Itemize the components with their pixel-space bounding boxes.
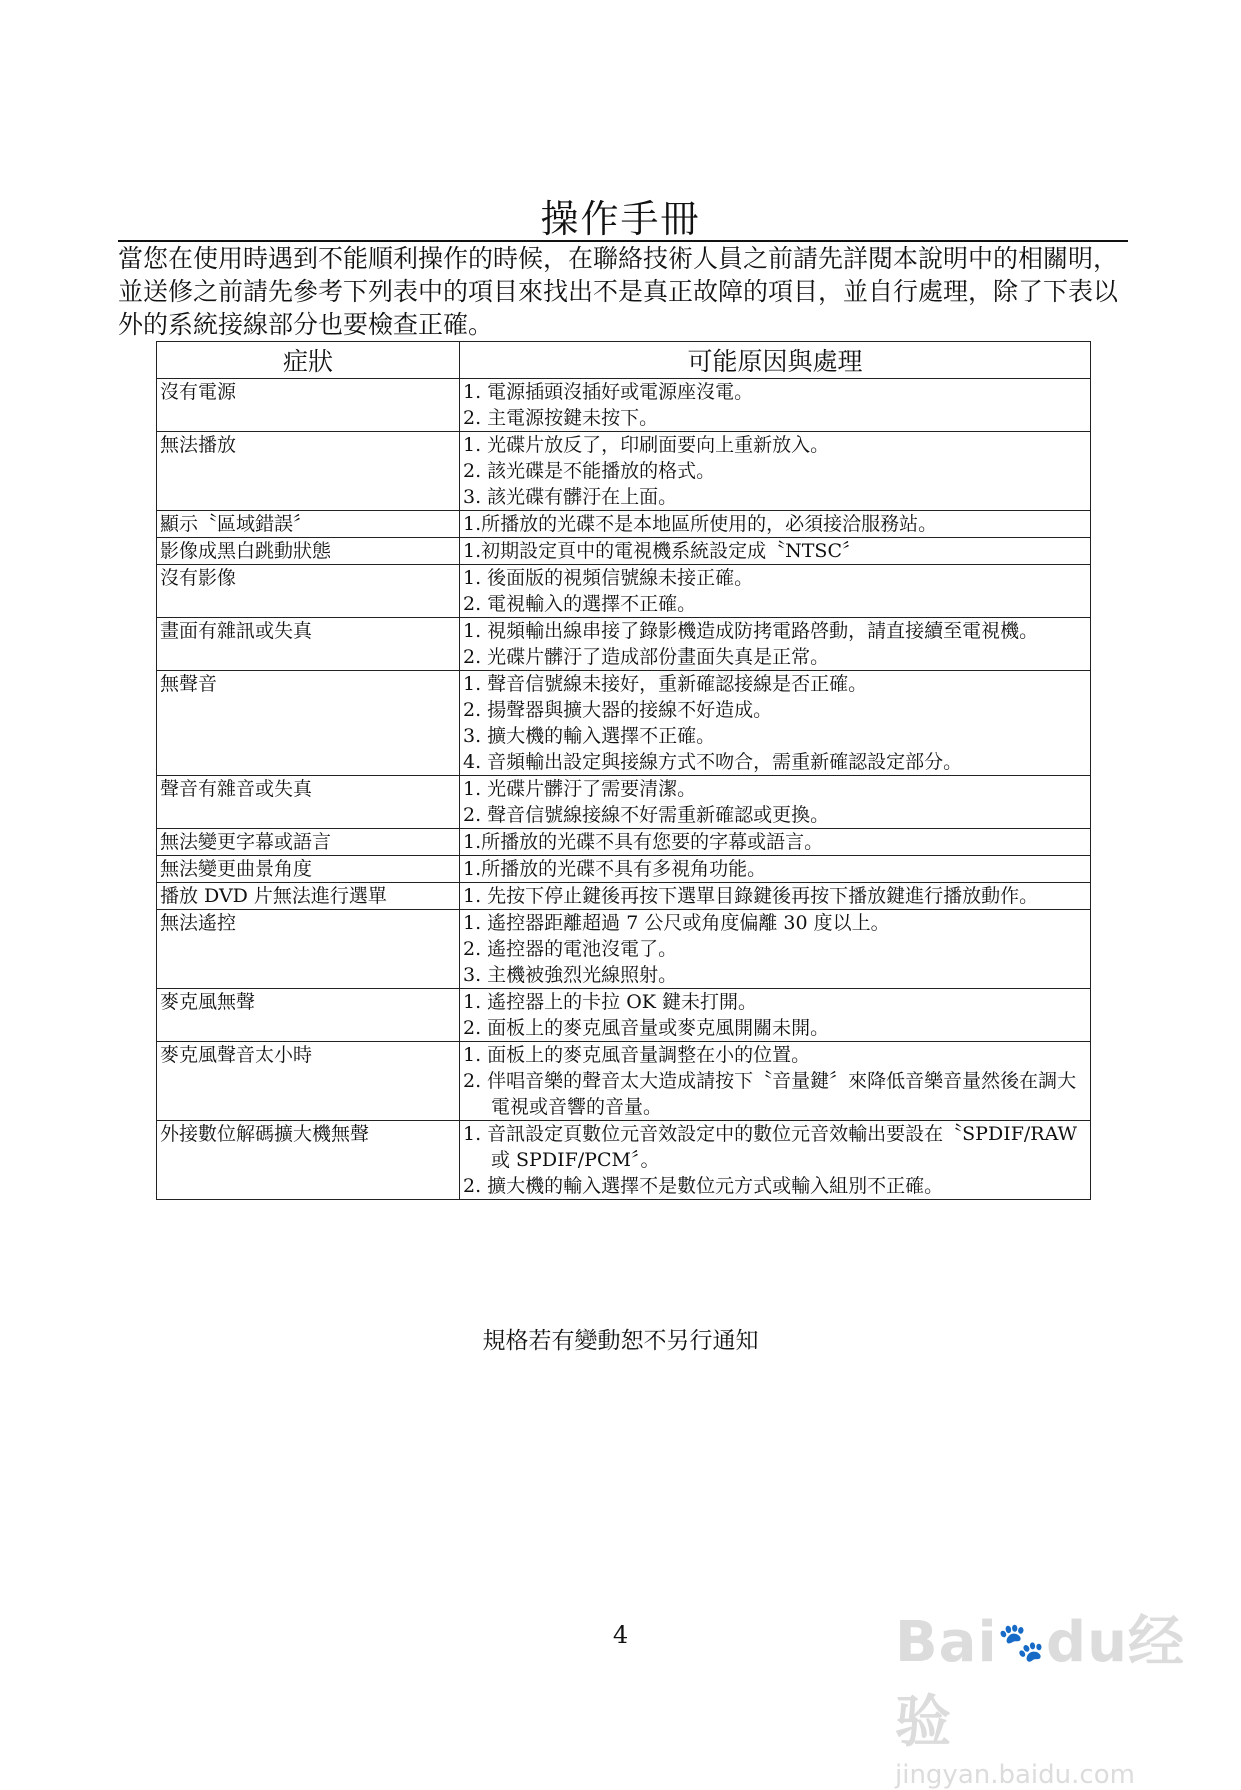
- page-title: 操作手冊: [540, 197, 701, 241]
- remedy-line: 4. 音頻輸出設定與接線方式不吻合，需重新確認設定部分。: [463, 751, 963, 773]
- remedy-line: 3. 主機被強烈光線照射。: [463, 964, 678, 986]
- table-row: [157, 565, 1091, 618]
- table-row: [157, 856, 1091, 883]
- page-number: 4: [612, 1621, 629, 1649]
- remedy-cell: [460, 829, 1091, 856]
- symptom-cell: 顯示〝區域錯誤〞: [157, 511, 460, 538]
- remedy-line: 2. 主電源按鍵未按下。: [463, 407, 659, 429]
- symptom-cell: 無法播放: [157, 432, 460, 511]
- remedy-line: 1.所播放的光碟不具有您要的字幕或語言。: [463, 831, 824, 853]
- table-row: [157, 1042, 1091, 1121]
- remedy-line: 1.初期設定頁中的電視機系統設定成〝NTSC〞: [463, 540, 861, 562]
- remedy-line: 1. 遙控器上的卡拉 OK 鍵未打開。: [463, 991, 758, 1013]
- table-row: [157, 989, 1091, 1042]
- remedy-line: 1. 後面版的視頻信號線未接正確。: [463, 567, 754, 589]
- watermark-url: jingyan.baidu.com: [895, 1760, 1135, 1790]
- remedy-line: 3. 擴大機的輸入選擇不正確。: [463, 725, 716, 747]
- remedy-line: 2. 聲音信號線接線不好需重新確認或更換。: [463, 804, 830, 826]
- remedy-cell: [460, 989, 1091, 1042]
- remedy-line: 2. 該光碟是不能播放的格式。: [463, 460, 716, 482]
- header-remedy: 可能原因與處理: [460, 342, 1091, 379]
- table-row: [157, 910, 1091, 989]
- symptom-cell: 無法變更字幕或語言: [157, 829, 460, 856]
- remedy-line: 3. 該光碟有髒汙在上面。: [463, 486, 678, 508]
- remedy-cell: [460, 671, 1091, 776]
- remedy-line: 1. 聲音信號線未接好，重新確認接線是否正確。: [463, 673, 868, 695]
- paw-icon: 🐾: [997, 1620, 1046, 1664]
- footer-note: 規格若有變動恕不另行通知: [482, 1328, 759, 1354]
- remedy-cell: [460, 883, 1091, 910]
- remedy-line: 2. 電視輸入的選擇不正確。: [463, 593, 697, 615]
- intro-line: 並送修之前請先參考下列表中的項目來找出不是真正故障的項目，並自行處理，除了下表以: [118, 277, 1119, 306]
- remedy-line: 1. 遙控器距離超過 7 公尺或角度偏離 30 度以上。: [463, 912, 890, 934]
- remedy-cell: [460, 1042, 1091, 1121]
- remedy-cell: [460, 618, 1091, 671]
- table-row: [157, 1121, 1091, 1200]
- table-row: [157, 618, 1091, 671]
- remedy-line: 1. 電源插頭沒插好或電源座沒電。: [463, 381, 754, 403]
- remedy-line: 1.所播放的光碟不是本地區所使用的，必須接洽服務站。: [463, 513, 938, 535]
- header-symptom: 症狀: [157, 342, 460, 379]
- remedy-line: 2. 擴大機的輸入選擇不是數位元方式或輸入組別不正確。: [463, 1175, 944, 1197]
- remedy-line: 1. 音訊設定頁數位元音效設定中的數位元音效輸出要設在〝SPDIF/RAW 或 SPDIF/PCM〞。: [463, 1123, 1078, 1171]
- remedy-line: 2. 伴唱音樂的聲音太大造成請按下〝音量鍵〞來降低音樂音量然後在調大電視或音響的音量。: [463, 1070, 1077, 1118]
- table-row: [157, 511, 1091, 538]
- table-row: [157, 829, 1091, 856]
- table-row: [157, 883, 1091, 910]
- remedy-cell: [460, 379, 1091, 432]
- intro-line: 外的系統接線部分也要檢查正確。: [118, 310, 494, 339]
- symptom-cell: 沒有電源: [157, 379, 460, 432]
- watermark-logo: Bai🐾du经验: [895, 1610, 1185, 1755]
- symptom-cell: 播放 DVD 片無法進行選單: [157, 883, 460, 910]
- symptom-cell: 無法遙控: [157, 910, 460, 989]
- remedy-line: 1. 視頻輸出線串接了錄影機造成防拷電路啓動，請直接續至電視機。: [463, 620, 1039, 642]
- symptom-cell: 無法變更曲景角度: [157, 856, 460, 883]
- remedy-cell: [460, 856, 1091, 883]
- symptom-cell: 無聲音: [157, 671, 460, 776]
- remedy-cell: [460, 776, 1091, 829]
- baidu-watermark: [895, 1598, 1195, 1790]
- remedy-cell: [460, 565, 1091, 618]
- symptom-cell: 麥克風聲音太小時: [157, 1042, 460, 1121]
- table-header-row: [157, 342, 1091, 379]
- table-body: [157, 379, 1091, 1200]
- table-row: [157, 538, 1091, 565]
- table-row: [157, 776, 1091, 829]
- symptom-cell: 影像成黑白跳動狀態: [157, 538, 460, 565]
- remedy-line: 1. 光碟片髒汙了需要清潔。: [463, 778, 697, 800]
- remedy-line: 1. 面板上的麥克風音量調整在小的位置。: [463, 1044, 811, 1066]
- remedy-line: 2. 遙控器的電池沒電了。: [463, 938, 678, 960]
- remedy-line: 2. 光碟片髒汙了造成部份畫面失真是正常。: [463, 646, 830, 668]
- symptom-cell: 聲音有雜音或失真: [157, 776, 460, 829]
- intro-paragraph: [118, 242, 1128, 341]
- remedy-line: 1. 光碟片放反了，印刷面要向上重新放入。: [463, 434, 830, 456]
- remedy-line: 1. 先按下停止鍵後再按下選單目錄鍵後再按下播放鍵進行播放動作。: [463, 885, 1039, 907]
- remedy-cell: [460, 432, 1091, 511]
- remedy-line: 2. 揚聲器與擴大器的接線不好造成。: [463, 699, 773, 721]
- remedy-line: 1.所播放的光碟不具有多視角功能。: [463, 858, 767, 880]
- remedy-line: 2. 面板上的麥克風音量或麥克風開關未開。: [463, 1017, 830, 1039]
- intro-line: 當您在使用時遇到不能順利操作的時候，在聯絡技術人員之前請先詳閱本說明中的相關明，: [118, 244, 1119, 273]
- remedy-cell: [460, 538, 1091, 565]
- remedy-cell: [460, 511, 1091, 538]
- table-row: [157, 432, 1091, 511]
- remedy-cell: [460, 910, 1091, 989]
- table-row: [157, 379, 1091, 432]
- troubleshooting-table: [156, 341, 1091, 1200]
- symptom-cell: 畫面有雜訊或失真: [157, 618, 460, 671]
- symptom-cell: 外接數位解碼擴大機無聲: [157, 1121, 460, 1200]
- symptom-cell: 沒有影像: [157, 565, 460, 618]
- symptom-cell: 麥克風無聲: [157, 989, 460, 1042]
- remedy-cell: [460, 1121, 1091, 1200]
- table-row: [157, 671, 1091, 776]
